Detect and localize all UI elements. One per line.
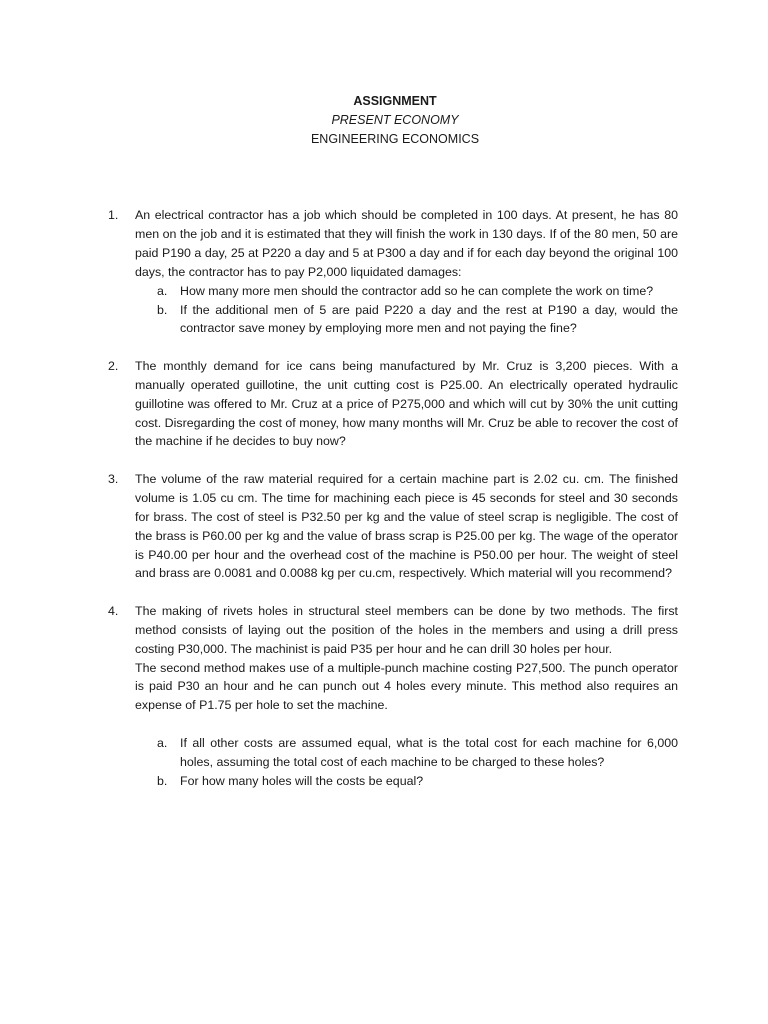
problem-number: 1. <box>108 208 119 222</box>
sub-question-b <box>135 301 678 339</box>
sub-text: If all other costs are assumed equal, what is the total cost for each machine for 6,000 holes, assuming the total cost of each machine to be charged to these holes? <box>180 736 678 770</box>
problem-2 <box>108 357 678 452</box>
document-header <box>0 92 768 149</box>
assignment-title: ASSIGNMENT <box>353 94 437 108</box>
problem-text: The making of rivets holes in structural steel members can be done by two methods. The first method consists of laying out the position of the holes in the members and using a drill press costing P30,000. The machinist is paid P35 per hour and he can drill 30 holes per hour. <box>135 603 678 656</box>
sub-letter: a. <box>157 283 168 298</box>
assignment-subtitle: PRESENT ECONOMY <box>331 113 459 127</box>
problem-text: An electrical contractor has a job which should be completed in 100 days. At present, he has 80 men on the job and it is estimated that they will finish the work in 130 days. If of the 80 men, 50 are paid P190 a day, 25 at P220 a day and 5 at P300 a day and if for each day beyond the original 100 days, the contractor has to pay P2,000 liquidated damages: <box>135 208 678 279</box>
problem-body <box>135 206 678 338</box>
problem-body <box>135 357 678 452</box>
problem-4 <box>108 602 678 791</box>
problem-number: 3. <box>108 471 119 486</box>
problem-number: 4. <box>108 603 119 618</box>
course-name: ENGINEERING ECONOMICS <box>310 132 480 146</box>
sub-question-list <box>135 734 678 791</box>
sub-letter: b. <box>157 302 168 317</box>
problem-1 <box>108 206 678 338</box>
sub-letter: b. <box>157 774 168 789</box>
sub-text: If the additional men of 5 are paid P220 a day and the rest at P190 a day, would the contractor save money by employing more men and not paying the fine? <box>180 302 678 336</box>
sub-letter: a. <box>157 736 168 751</box>
sub-text: How many more men should the contractor add so he can complete the work on time? <box>180 283 654 298</box>
sub-question-b <box>135 772 678 791</box>
problem-list <box>108 206 678 809</box>
problem-number: 2. <box>108 358 119 373</box>
problem-text: The second method makes use of a multiple-punch machine costing P27,500. The punch operator is paid P30 an hour and he can punch out 4 holes every minute. This method also requires an expense of P1.75 per hole to set the machine. <box>135 660 678 713</box>
sub-question-a <box>135 734 678 772</box>
problem-body <box>135 602 678 791</box>
problem-text: The monthly demand for ice cans being manufactured by Mr. Cruz is 3,200 pieces. With a manually operated guillotine, the unit cutting cost is P25.00. An electrically operated hydraulic guillotine was offered to Mr. Cruz at a price of P275,000 and which will cut by 30% the unit cutting cost. Disregarding the cost of money, how many months will Mr. Cruz be able to recover the cost of the machine if he decides to buy now? <box>135 358 678 449</box>
problem-body <box>135 470 678 583</box>
sub-text: For how many holes will the costs be equal? <box>180 774 424 789</box>
problem-text: The volume of the raw material required for a certain machine part is 2.02 cu. cm. The finished volume is 1.05 cu cm. The time for machining each piece is 45 seconds for steel and 30 seconds for brass. The cost of steel is P32.50 per kg and the value of steel scrap is negligible. The cost of the brass is P60.00 per kg and the value of brass scrap is P25.00 per kg. The wage of the operator is P40.00 per hour and the overhead cost of the machine is P50.00 per hour. The weight of steel and brass are 0.0081 and 0.0088 kg per cu.cm, respectively. Which material will you recommend? <box>135 471 678 581</box>
sub-question-a <box>135 282 678 301</box>
problem-3 <box>108 470 678 583</box>
